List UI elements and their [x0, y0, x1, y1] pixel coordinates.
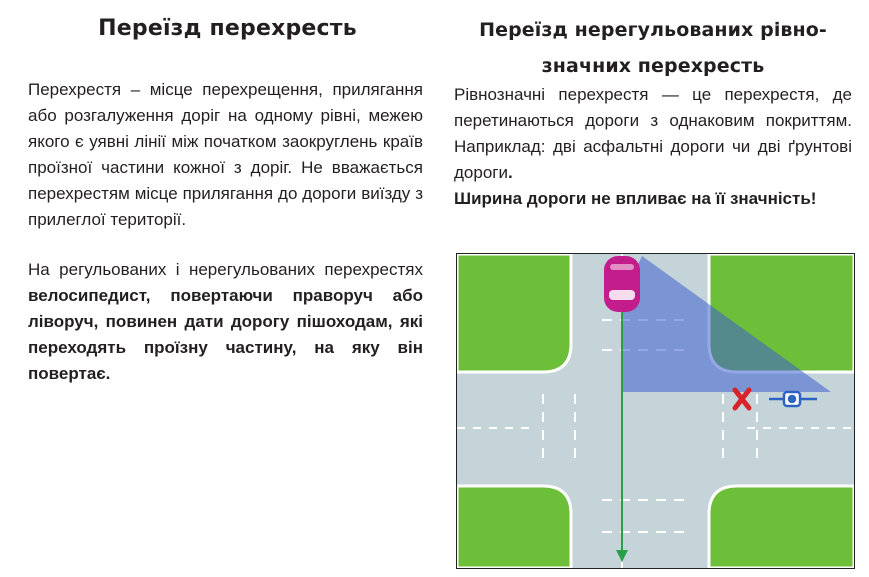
cyclist-rule-bold: велосипедист, повертаючи праворуч або ліворуч, повинен дати дорогу пішоходам, які переходять проїзну частину, на яку він повертає. [28, 286, 423, 383]
intersection-definition: Перехрестя – місце перехрещення, прилягання або розгалуження доріг на одному рівні, межею якого є уявні лінії між початком заокруглень країв проїзної частини кожної з доріг. Не вважається перехрестям місце прилягання до дороги виїзду з прилеглої території. [28, 80, 423, 229]
left-column [28, 12, 423, 387]
car-icon [604, 256, 640, 312]
equal-intersection-definition [454, 82, 852, 186]
right-title-line2: значних перехресть [541, 55, 765, 77]
cyclist-rule [28, 257, 423, 387]
equal-intersection-period: . [507, 163, 513, 182]
right-column [454, 12, 852, 212]
right-title [454, 12, 852, 84]
equal-intersection-text: Рівнозначні перехрестя — це перехрестя, де перетинаються дороги з однаковим покриттям. Наприклад: дві асфальтні дороги чи дві ґрунтові дороги [454, 85, 852, 182]
right-title-line1: Переїзд нерегульованих рівно- [479, 19, 827, 41]
cyclist-rule-normal: На регульованих і нерегульованих перехрестях [28, 260, 423, 279]
left-title: Переїзд перехресть [98, 16, 357, 41]
intersection-diagram [456, 253, 855, 569]
road-width-note: Ширина дороги не впливає на її значність! [454, 189, 817, 208]
